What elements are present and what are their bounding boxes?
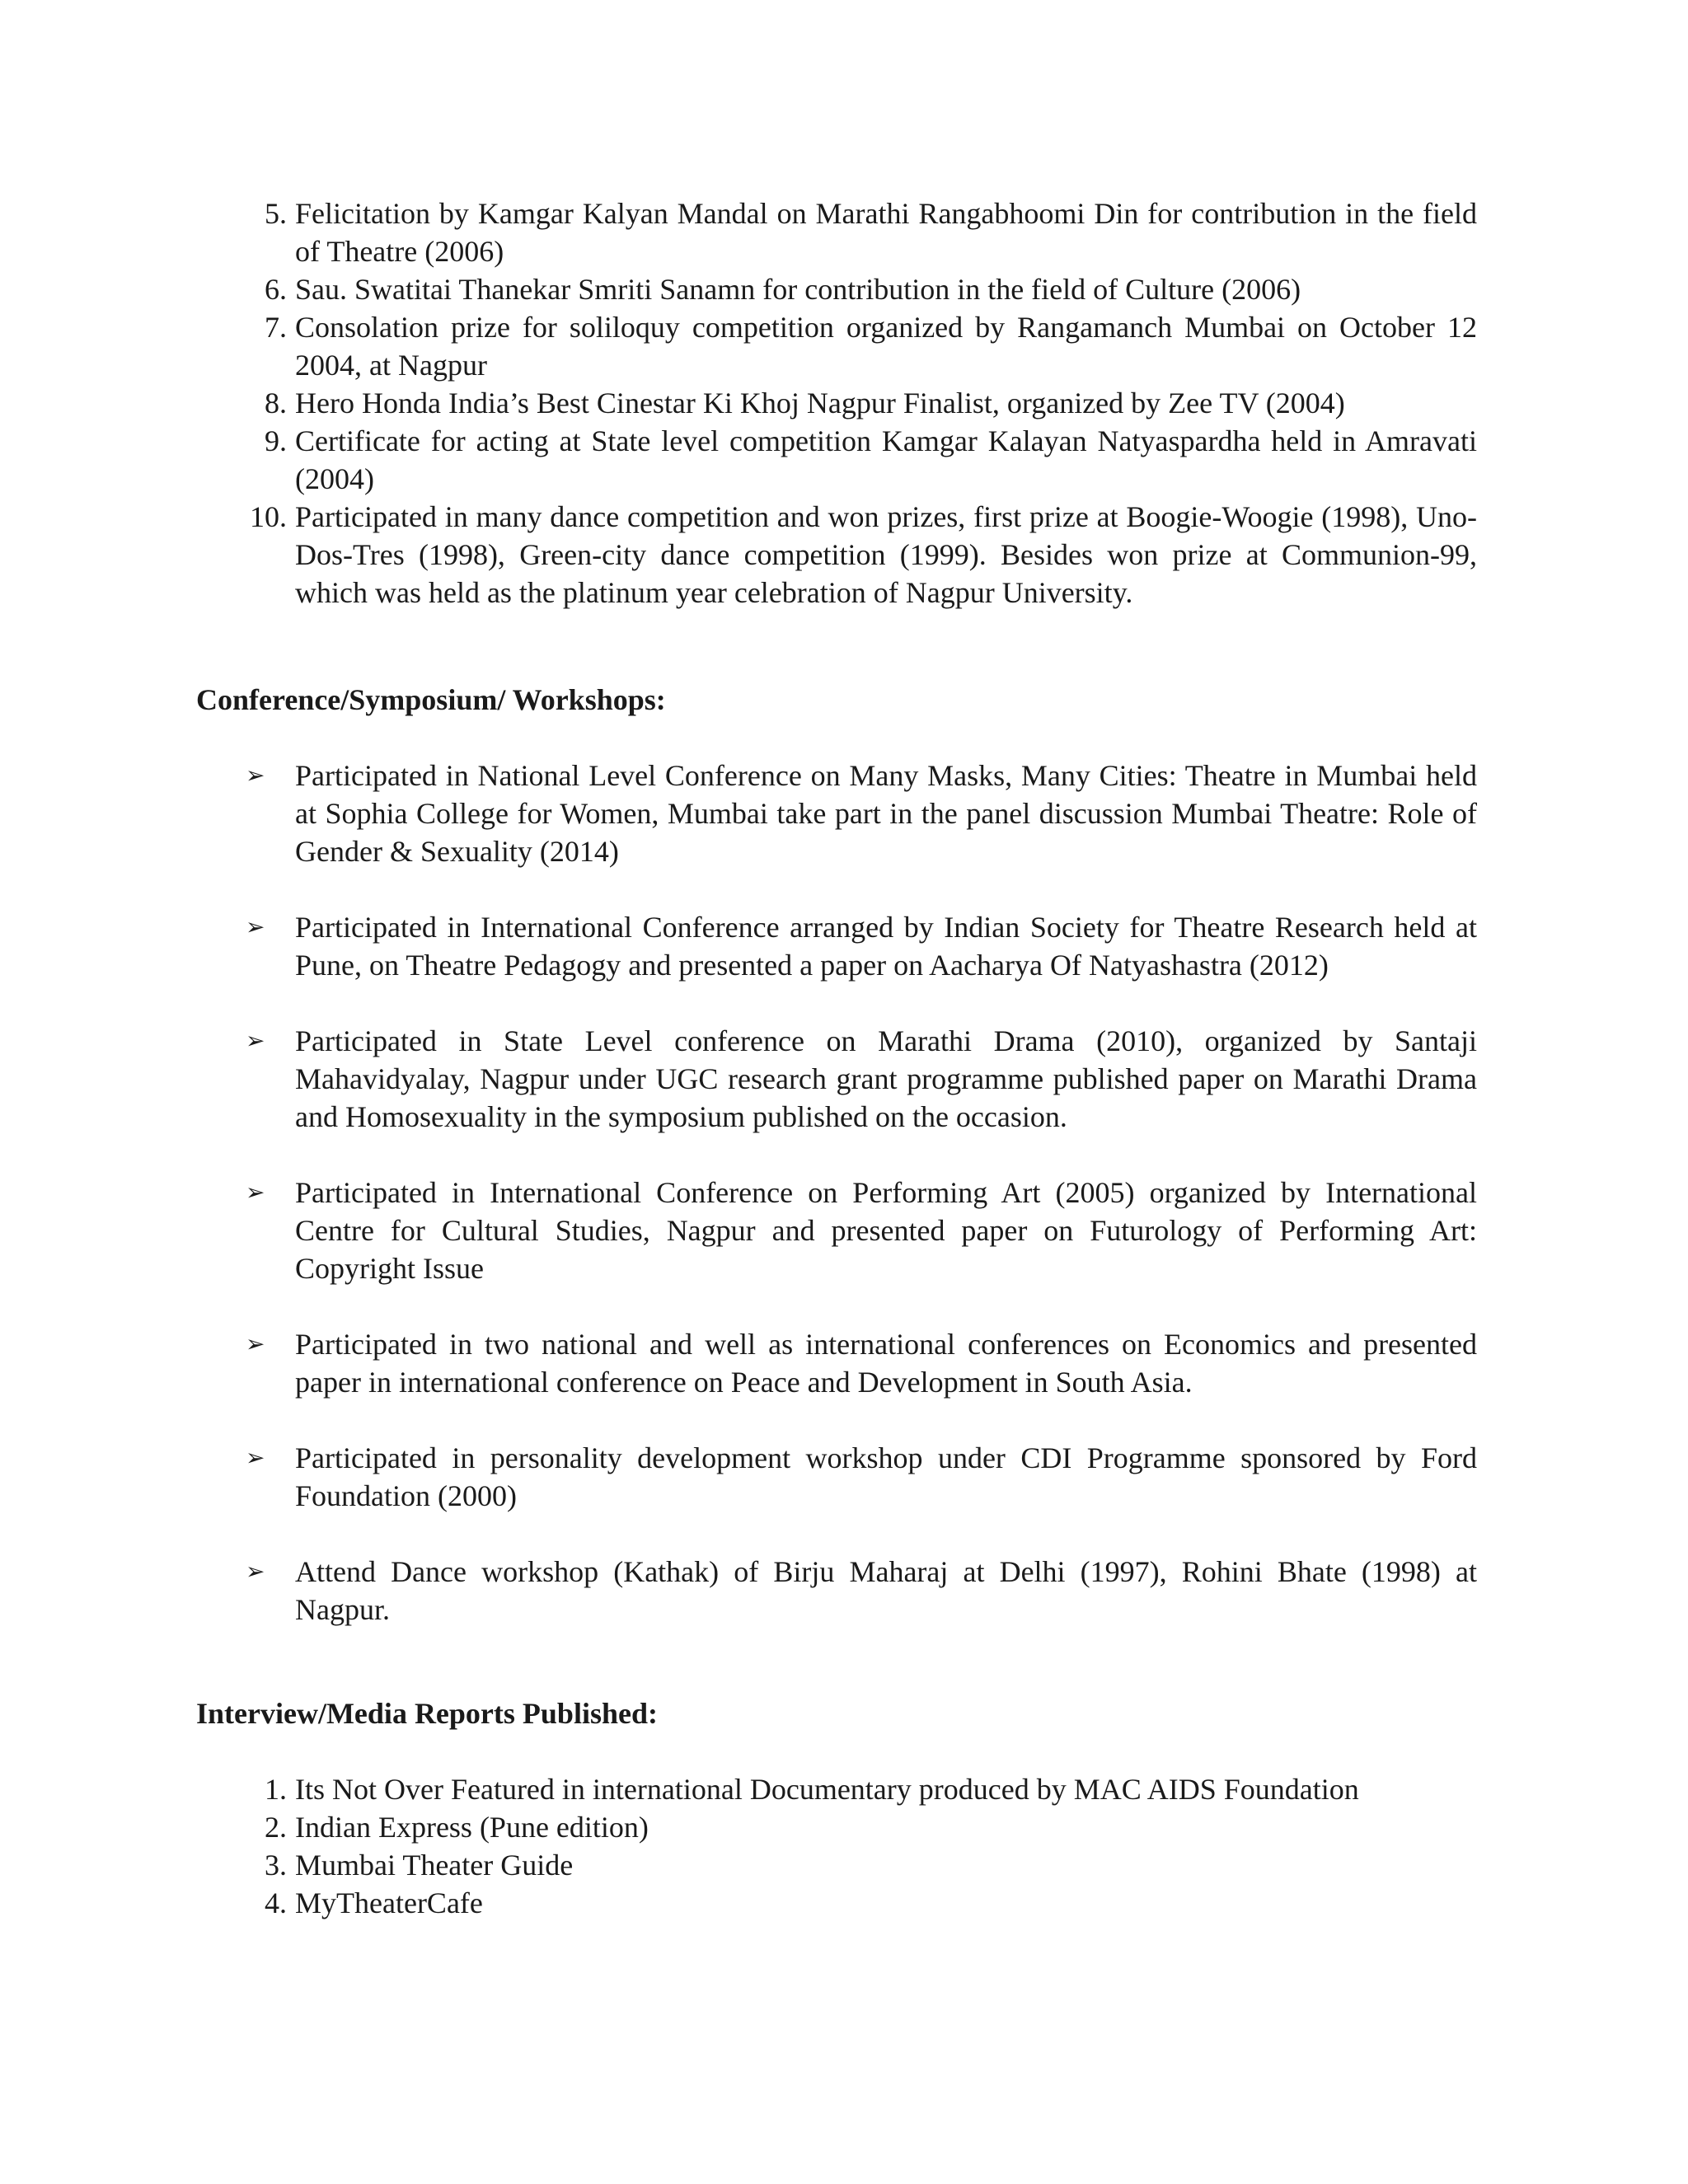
item-text: Participated in many dance competition and won prizes, first prize at Boogie-Woogie (1998), Uno-Dos-Tres (1998), Green-city dance competition (1999). Besides won prize at Communion-99, which was held as the platinum year celebration of Nagpur University. <box>295 500 1477 609</box>
item-text: Certificate for acting at State level competition Kamgar Kalayan Natyaspardha held in Amravati (2004) <box>295 424 1477 495</box>
item-text: Attend Dance workshop (Kathak) of Birju Maharaj at Delhi (1997), Rohini Bhate (1998) at Nagpur. <box>295 1555 1477 1626</box>
list-item <box>0 1553 1477 1629</box>
item-number: 1. <box>265 1773 287 1806</box>
item-number: 3. <box>265 1849 287 1882</box>
arrow-bullet-icon: ➢ <box>246 1027 265 1054</box>
media-heading: Interview/Media Reports Published: <box>196 1697 658 1730</box>
media-list <box>0 1770 1688 1922</box>
item-number: 6. <box>265 273 287 306</box>
list-item <box>0 908 1477 984</box>
item-number: 10. <box>250 500 287 533</box>
list-item <box>0 308 1477 384</box>
item-text: MyTheaterCafe <box>295 1886 483 1919</box>
item-text: Felicitation by Kamgar Kalyan Mandal on Marathi Rangabhoomi Din for contribution in the field of Theatre (2006) <box>295 197 1477 268</box>
list-item <box>0 1022 1477 1136</box>
list-item <box>0 1770 1477 1808</box>
arrow-bullet-icon: ➢ <box>246 1558 265 1585</box>
list-item <box>0 1325 1477 1401</box>
item-number: 2. <box>265 1811 287 1844</box>
list-item <box>0 270 1477 308</box>
list-item <box>0 422 1477 498</box>
item-number: 4. <box>265 1886 287 1919</box>
arrow-bullet-icon: ➢ <box>246 1444 265 1471</box>
list-item <box>0 498 1477 612</box>
list-item <box>0 757 1477 870</box>
list-item <box>0 1846 1477 1884</box>
item-text: Indian Express (Pune edition) <box>295 1811 649 1844</box>
item-text: Participated in State Level conference on Marathi Drama (2010), organized by Santaji Mahavidyalay, Nagpur under UGC research grant programme published paper on Marathi Drama and Homosexuality in the symposium published on the occasion. <box>295 1024 1477 1133</box>
arrow-bullet-icon: ➢ <box>246 762 265 789</box>
list-item <box>0 384 1477 422</box>
conference-heading: Conference/Symposium/ Workshops: <box>196 683 666 716</box>
item-text: Participated in personality development workshop under CDI Programme sponsored by Ford Foundation (2000) <box>295 1441 1477 1512</box>
item-text: Participated in two national and well as international conferences on Economics and presented paper in international conference on Peace and Development in South Asia. <box>295 1328 1477 1399</box>
item-text: Sau. Swatitai Thanekar Smriti Sanamn for contribution in the field of Culture (2006) <box>295 273 1301 306</box>
list-item <box>0 1174 1477 1287</box>
item-text: Participated in National Level Conference on Many Masks, Many Cities: Theatre in Mumbai held at Sophia College for Women, Mumbai take part in the panel discussion Mumbai Theatre: Role of Gender & Sexuality (2014) <box>295 759 1477 868</box>
item-text: Participated in International Conference arranged by Indian Society for Theatre Research held at Pune, on Theatre Pedagogy and presented a paper on Aacharya Of Natyashastra (2012) <box>295 911 1477 982</box>
arrow-bullet-icon: ➢ <box>246 1179 265 1206</box>
list-item <box>0 1439 1477 1515</box>
list-item <box>0 1808 1477 1846</box>
arrow-bullet-icon: ➢ <box>246 1330 265 1357</box>
item-number: 9. <box>265 424 287 457</box>
item-text: Participated in International Conference on Performing Art (2005) organized by International Centre for Cultural Studies, Nagpur and presented paper on Futurology of Performing Art: Copyright Issue <box>295 1176 1477 1285</box>
item-number: 7. <box>265 311 287 344</box>
list-item <box>0 194 1477 270</box>
item-text: Mumbai Theater Guide <box>295 1849 574 1882</box>
conference-list <box>0 757 1688 1666</box>
list-item <box>0 1884 1477 1922</box>
item-text: Hero Honda India’s Best Cinestar Ki Khoj Nagpur Finalist, organized by Zee TV (2004) <box>295 387 1345 419</box>
awards-list <box>0 194 1688 612</box>
item-number: 8. <box>265 387 287 419</box>
item-text: Consolation prize for soliloquy competition organized by Rangamanch Mumbai on October 12 2004, at Nagpur <box>295 311 1477 382</box>
item-number: 5. <box>265 197 287 230</box>
item-text: Its Not Over Featured in international Documentary produced by MAC AIDS Foundation <box>295 1773 1359 1806</box>
arrow-bullet-icon: ➢ <box>246 913 265 940</box>
